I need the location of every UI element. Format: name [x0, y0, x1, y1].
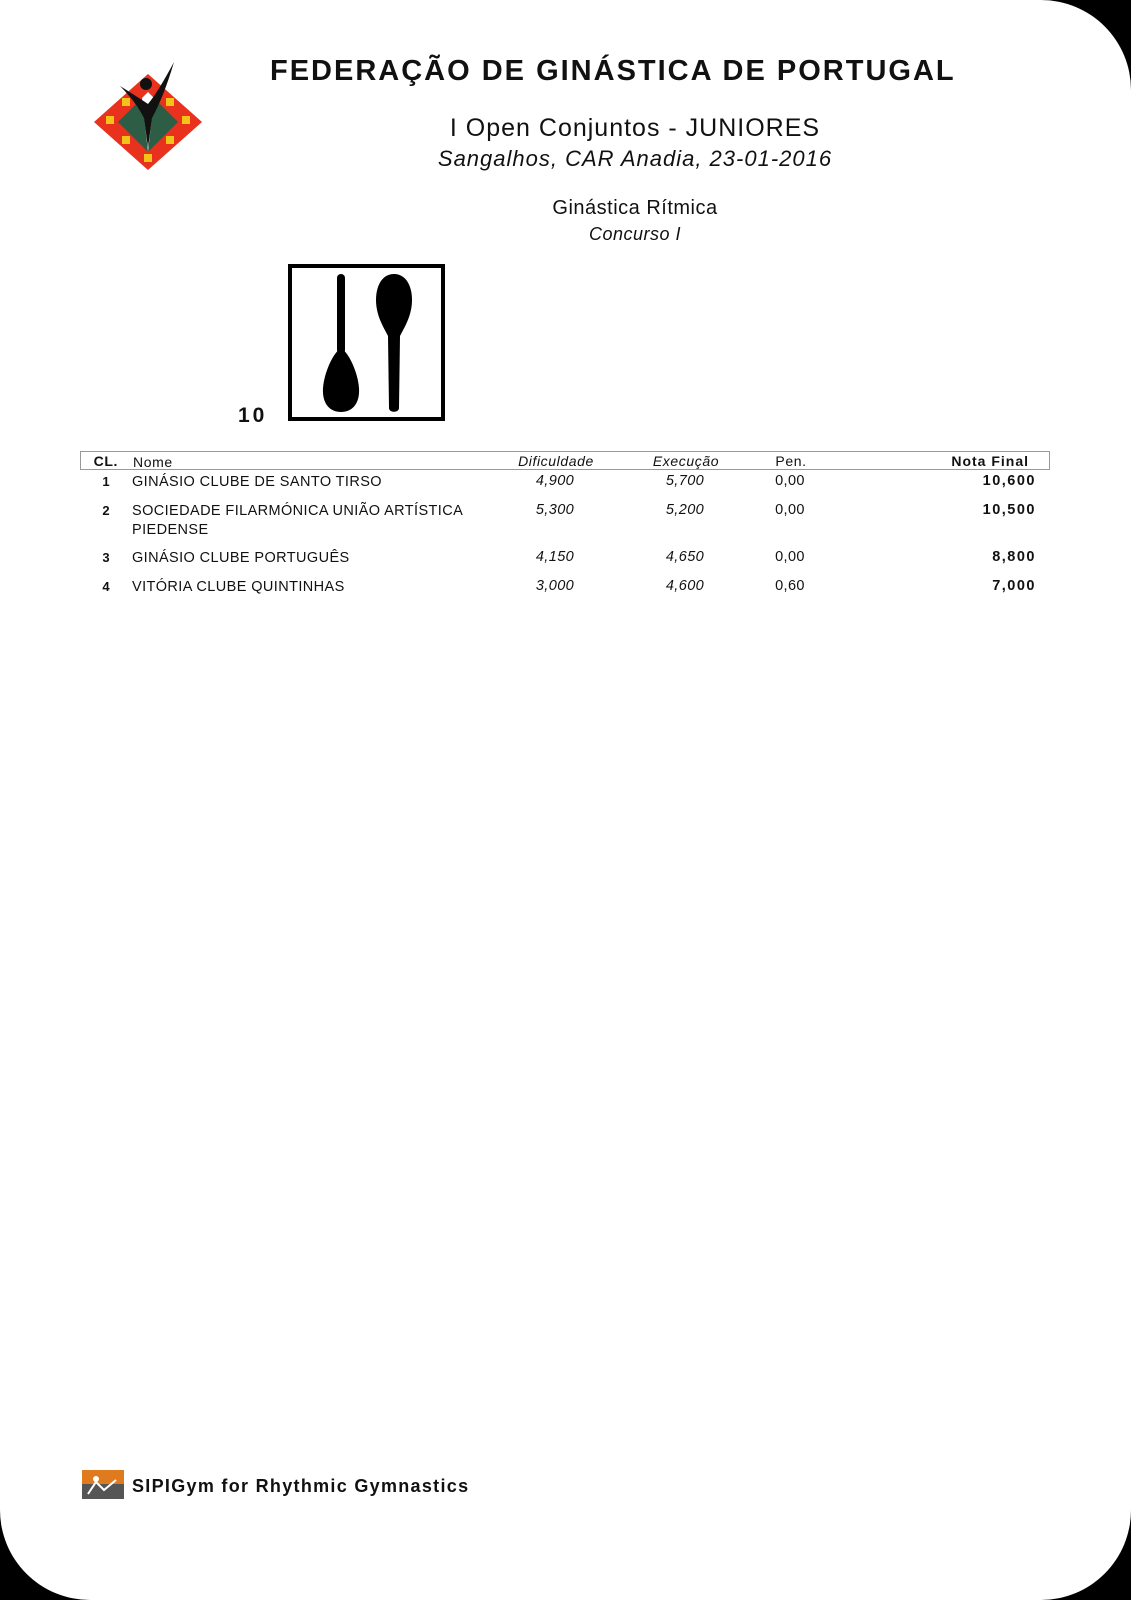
- competition-title: I Open Conjuntos - JUNIORES: [449, 114, 821, 142]
- clubs-icon: [288, 264, 445, 421]
- name-cell: VITÓRIA CLUBE QUINTINHAS: [132, 579, 345, 595]
- name-cell: GINÁSIO CLUBE PORTUGUÊS: [132, 550, 350, 566]
- name-cell: GINÁSIO CLUBE DE SANTO TIRSO: [132, 474, 382, 490]
- rank-cell: 1: [102, 474, 110, 489]
- contest-title: Concurso I: [588, 224, 682, 244]
- difficulty-cell: 4,150: [535, 549, 575, 565]
- final-score-cell: 7,000: [992, 578, 1036, 594]
- federation-logo: [92, 56, 204, 172]
- sipigym-logo-icon: [82, 1470, 124, 1499]
- results-table: [80, 451, 1050, 604]
- organization-title: FEDERAÇÃO DE GINÁSTICA DE PORTUGAL: [270, 55, 956, 87]
- column-execution: Execução: [652, 453, 720, 469]
- penalty-cell: 0,60: [775, 578, 805, 594]
- final-score-cell: 10,600: [982, 473, 1036, 489]
- table-row: [80, 499, 1050, 546]
- footer-credit: SIPIGym for Rhythmic Gymnastics: [132, 1476, 470, 1496]
- penalty-cell: 0,00: [775, 502, 805, 518]
- penalty-cell: 0,00: [775, 549, 805, 565]
- column-penalty: Pen.: [775, 453, 807, 469]
- apparatus-count: 10: [238, 404, 268, 427]
- execution-cell: 5,700: [665, 473, 705, 489]
- rank-cell: 2: [102, 503, 110, 518]
- venue-date: Sangalhos, CAR Anadia, 23-01-2016: [437, 146, 833, 171]
- table-row: [80, 546, 1050, 575]
- difficulty-cell: 3,000: [535, 578, 575, 594]
- final-score-cell: 8,800: [992, 549, 1036, 565]
- difficulty-cell: 4,900: [535, 473, 575, 489]
- execution-cell: 4,600: [665, 578, 705, 594]
- table-row: [80, 470, 1050, 499]
- column-final: Nota Final: [951, 453, 1029, 469]
- name-cell: SOCIEDADE FILARMÓNICA UNIÃO ARTÍSTICA PIEDENSE: [132, 503, 463, 538]
- discipline-title: Ginástica Rítmica: [552, 197, 718, 219]
- rank-cell: 4: [102, 579, 110, 594]
- execution-cell: 5,200: [665, 502, 705, 518]
- column-difficulty: Dificuldade: [518, 453, 594, 469]
- rank-cell: 3: [102, 550, 110, 565]
- column-rank: CL.: [93, 453, 118, 469]
- difficulty-cell: 5,300: [535, 502, 575, 518]
- column-name: Nome: [133, 454, 173, 470]
- table-header: [80, 451, 1050, 470]
- execution-cell: 4,650: [665, 549, 705, 565]
- table-row: [80, 575, 1050, 604]
- final-score-cell: 10,500: [982, 502, 1036, 518]
- penalty-cell: 0,00: [775, 473, 805, 489]
